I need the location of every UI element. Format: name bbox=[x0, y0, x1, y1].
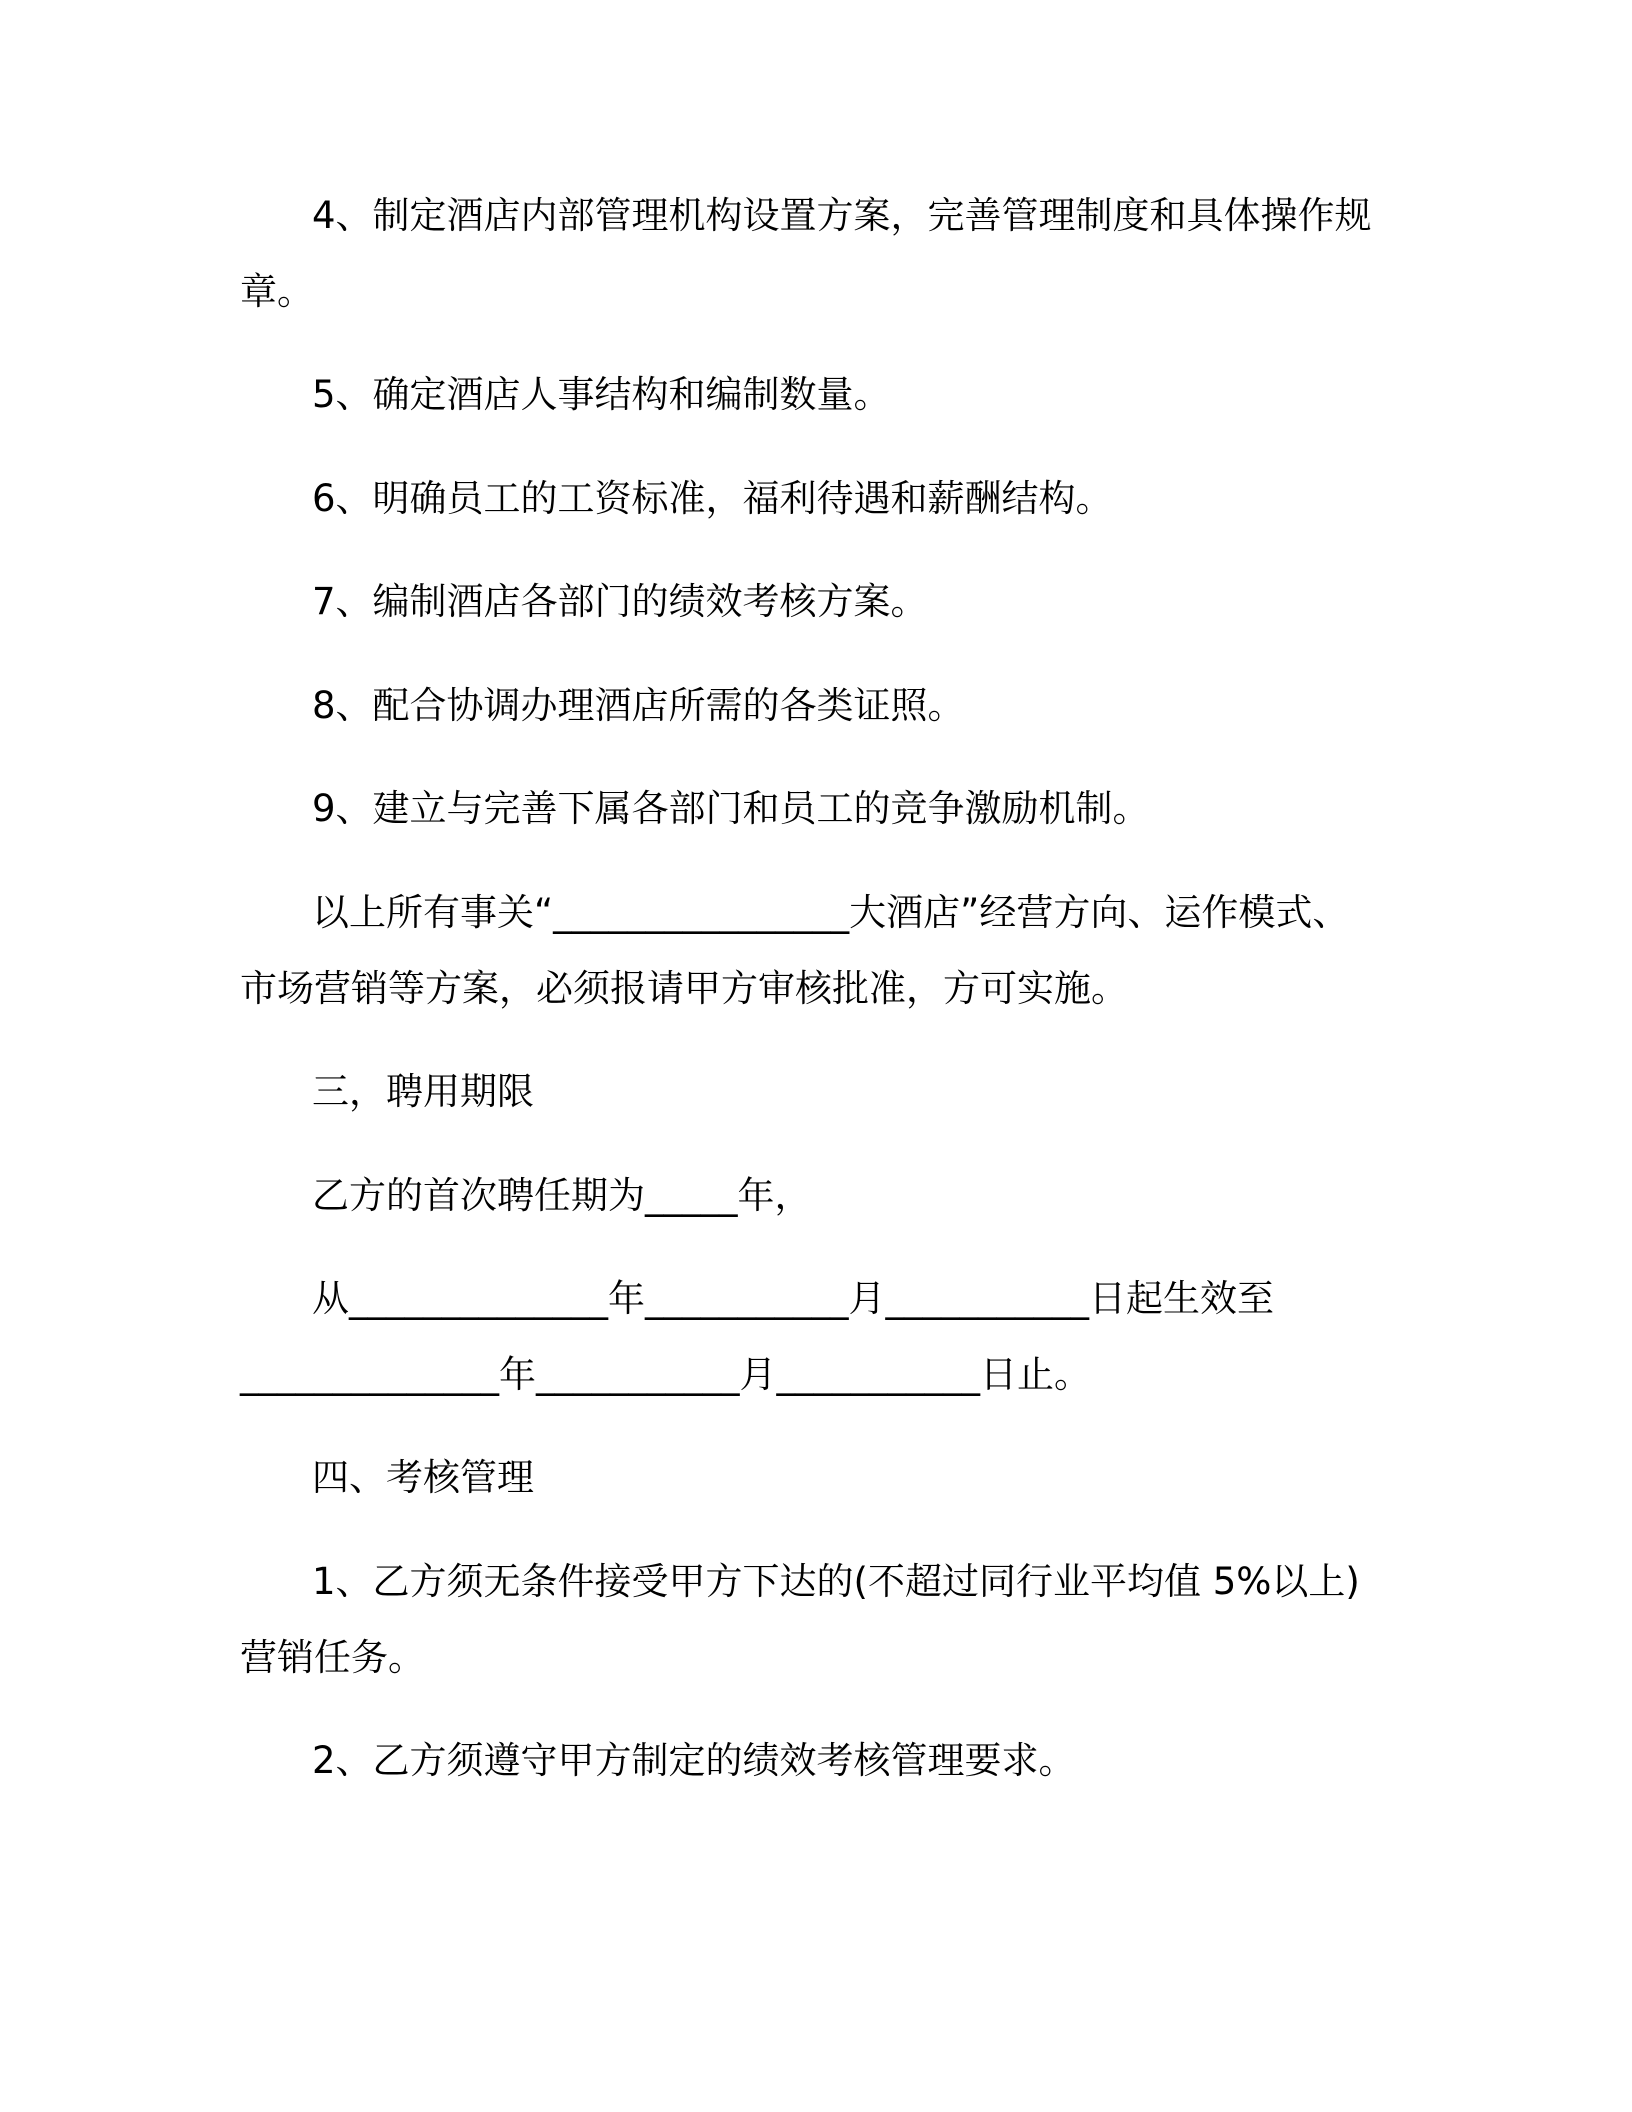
approval-paragraph-line-1: 以上所有事关“________________大酒店”经营方向、运作模式、 bbox=[312, 891, 1350, 934]
assessment-clause-1-line-1: 1、乙方须无条件接受甲方下达的(不超过同行业平均值 5%以上) bbox=[312, 1560, 1360, 1603]
clause-4-line-2: 章。 bbox=[240, 270, 314, 313]
approval-paragraph-line-2: 市场营销等方案，必须报请甲方审核批准，方可实施。 bbox=[240, 967, 1128, 1010]
assessment-clause-1-line-2: 营销任务。 bbox=[240, 1636, 425, 1679]
term-dates-line-2: ______________年___________月___________日止。 bbox=[240, 1353, 1091, 1396]
section-heading-assessment: 四、考核管理 bbox=[312, 1456, 534, 1499]
clause-6: 6、明确员工的工资标准，福利待遇和薪酬结构。 bbox=[312, 477, 1113, 520]
assessment-clause-2: 2、乙方须遵守甲方制定的绩效考核管理要求。 bbox=[312, 1739, 1076, 1782]
clause-5: 5、确定酒店人事结构和编制数量。 bbox=[312, 373, 891, 416]
term-years-line: 乙方的首次聘任期为_____年， bbox=[312, 1174, 812, 1217]
clause-9: 9、建立与完善下属各部门和员工的竞争激励机制。 bbox=[312, 787, 1150, 830]
term-dates-line-1: 从______________年___________月___________日起生效至 bbox=[312, 1277, 1274, 1320]
section-heading-term: 三，聘用期限 bbox=[312, 1070, 534, 1113]
clause-7: 7、编制酒店各部门的绩效考核方案。 bbox=[312, 580, 928, 623]
clause-4-line-1: 4、制定酒店内部管理机构设置方案，完善管理制度和具体操作规 bbox=[312, 194, 1372, 237]
clause-8: 8、配合协调办理酒店所需的各类证照。 bbox=[312, 684, 965, 727]
